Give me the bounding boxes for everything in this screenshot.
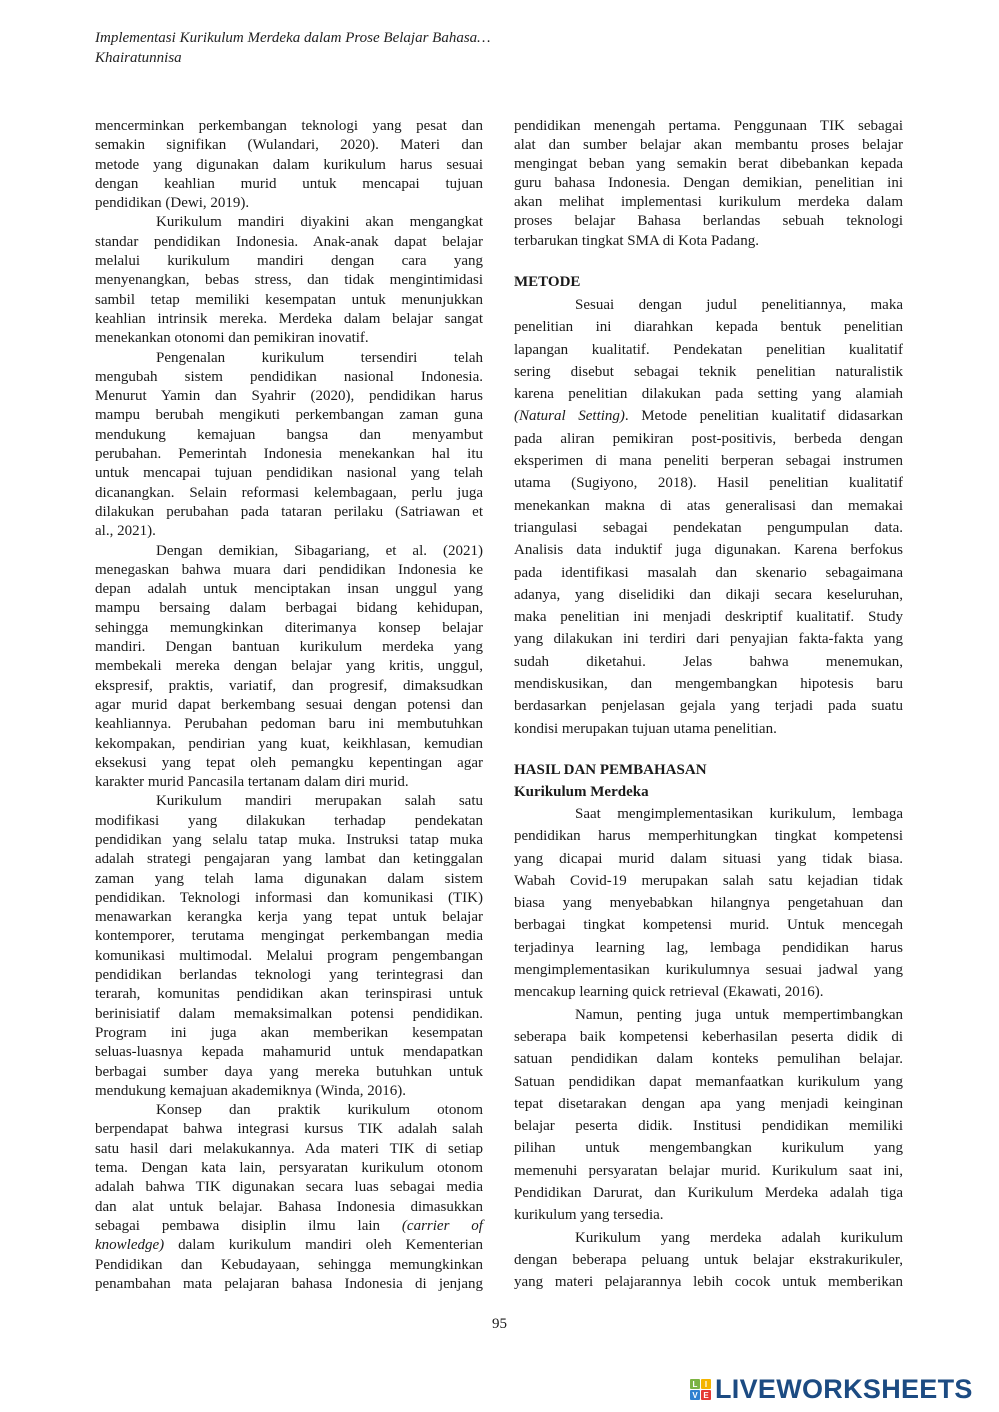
text-line: zaman yang telah lama digunakan dalam sistem	[95, 870, 483, 887]
left-column	[95, 117, 483, 1294]
text-line: mengubah sistem pendidikan nasional Indonesia.	[95, 368, 483, 385]
text-line: berbagai sumber daya yang mereka butuhkan untuk	[95, 1063, 483, 1080]
text-line: Dengan demikian, Sibagariang, et al. (2021)	[156, 542, 483, 559]
text-line: modifikasi yang dilakukan terhadap pendekatan	[95, 812, 483, 829]
subsection-heading-kurikulum-merdeka: Kurikulum Merdeka	[514, 783, 649, 800]
text-line: Kurikulum mandiri merupakan salah satu	[156, 793, 483, 810]
text-line: pendidikan yang selalu tatap muka. Instruksi tatap muka	[95, 831, 483, 848]
paragraph	[95, 542, 483, 793]
text-line: dengan beberapa peluang untuk belajar ekstrakurikuler,	[514, 1251, 903, 1268]
text-line: berdasarkan penjelasan gejala yang terjadi pada suatu	[514, 698, 903, 715]
text-line: mampu bersaing dalam berbagai bidang kehidupan,	[95, 600, 483, 617]
text-line: eksekusi yang tepat oleh pemangku kepentingan agar	[95, 754, 483, 771]
badge-letter: I	[701, 1379, 711, 1389]
text-line: mengingat beban yang semakin berat dibebankan kepada	[514, 156, 903, 173]
text-line: komunikasi multimodal. Melalui program pengembangan	[95, 947, 483, 964]
text-line: semakin signifikan (Wulandari, 2020). Materi dan	[95, 137, 483, 154]
text-line: dicanangkan. Selain reformasi kelembagaan, perlu juga	[95, 484, 483, 501]
badge-letter: L	[690, 1379, 700, 1389]
text-line: adalah bahwa TIK digunakan secara luas sebagai media	[95, 1179, 483, 1196]
text-line: akan melihat implementasi kurikulum merdeka dalam	[514, 194, 903, 211]
text-line: menegaskan bahwa muara dari pendidikan Indonesia ke	[95, 561, 483, 578]
badge-letter: E	[701, 1390, 711, 1400]
text-line	[514, 405, 903, 427]
page-number: 95	[492, 1316, 507, 1332]
text-line: sambil tetap memiliki kesempatan untuk menunjukkan	[95, 291, 483, 308]
text-segment: sebagai pembawa disiplin ilmu lain	[95, 1217, 402, 1234]
text-line: karakter murid Pancasila tertanam dalam diri murid.	[95, 774, 409, 791]
text-line: triangulasi sebagai pendekatan pengumpulan data.	[514, 519, 903, 536]
logo-text: LIVEWORKSHEETS	[715, 1374, 973, 1404]
running-header-title: Implementasi Kurikulum Merdeka dalam Prose Belajar Bahasa…	[95, 30, 491, 46]
text-line: keahliannya. Perubahan pedoman baru ini membutuhkan	[95, 716, 483, 733]
text-line: standar pendidikan Indonesia. Anak-anak dapat belajar	[95, 233, 483, 250]
text-line: pilihan untuk mengembangkan kurikulum yang	[514, 1140, 903, 1157]
text-line: berinisiatif dalam memaksimalkan potensi pendidikan.	[95, 1005, 483, 1022]
text-line: menekankan makna di atas generalisasi dan memakai	[514, 497, 903, 514]
text-line	[95, 1217, 483, 1236]
text-line: untuk mencapai tujuan pendidikan nasional yang telah	[95, 465, 483, 482]
hasil-section	[514, 803, 903, 1294]
text-line: pada aliran pemikiran post-positivis, berbeda dengan	[514, 430, 903, 447]
text-line: adanya, yang diselidiki dan dikaji secara keseluruhan,	[514, 586, 903, 603]
text-line: kurikulum yang tersedia.	[514, 1207, 664, 1224]
section-heading-metode: METODE	[514, 274, 581, 290]
running-header	[95, 28, 491, 68]
text-line: berpendapat bahwa integrasi kursus TIK adalah salah	[95, 1121, 483, 1138]
text-line: biasa yang menyebabkan hilangnya pengetahuan dan	[514, 895, 903, 912]
text-line: tepat disetarakan dengan apa yang menjadi keinginan	[514, 1095, 903, 1112]
paragraph	[514, 803, 903, 1004]
text-line: mencerminkan perkembangan teknologi yang pesat dan	[95, 118, 483, 134]
text-line: belajar peserta didik. Institusi pendidikan memiliki	[514, 1118, 903, 1135]
text-line: kontemporer, terutama mengingat perkembangan media	[95, 928, 483, 945]
text-line: Pendidikan Darurat, dan Kurikulum Merdeka adalah tiga	[514, 1185, 903, 1202]
text-line: seluas-luasnya kepada mahamurid untuk mendapatkan	[95, 1044, 483, 1061]
text-line: Sesuai dengan judul penelitiannya, maka	[575, 297, 903, 313]
text-line: ekspresif, praktis, variatif, dan progresif, dimaksudkan	[95, 677, 483, 694]
text-line: memenuhi persyaratan belajar murid. Kurikulum saat ini,	[514, 1162, 903, 1179]
text-line: dengan keahlian murid untuk mencapai tujuan	[95, 175, 483, 192]
text-line: satuan pendidikan dalam konteks pemulihan belajar.	[514, 1051, 903, 1068]
text-line: Kurikulum yang merdeka adalah kurikulum	[575, 1229, 903, 1246]
text-line: perubahan. Pemerintah Indonesia menekankan hal itu	[95, 446, 483, 463]
text-line: proses belajar Bahasa berlandas sebuah teknologi	[514, 213, 903, 230]
text-line: Wabah Covid-19 merupakan salah satu kejadian tidak	[514, 872, 903, 889]
text-line: Analisis data induktif juga digunakan. Karena berfokus	[514, 542, 903, 559]
text-line: lapangan kualitatif. Pendekatan penelitian kualitatif	[514, 341, 903, 358]
text-line: Saat mengimplementasikan kurikulum, lembaga	[575, 806, 903, 822]
text-line: al., 2021).	[95, 523, 156, 540]
text-line: dan alat untuk belajar. Bahasa Indonesia dimasukkan	[95, 1198, 483, 1215]
text-segment: . Metode penelitian kualitatif didasarkan	[624, 408, 904, 425]
text-line: sering disebut sebagai teknik penelitian naturalistik	[514, 363, 903, 380]
text-line: melalui kurikulum mandiri dengan cara yang	[95, 253, 483, 270]
text-line: guru bahasa Indonesia. Dengan demikian, penelitian ini	[514, 175, 903, 192]
text-line: satu hasil dari melakukannya. Ada materi TIK di setiap	[95, 1140, 483, 1157]
text-line: terbarukan tingkat SMA di Kota Padang.	[514, 232, 759, 249]
text-line: Konsep dan praktik kurikulum otonom	[156, 1102, 483, 1119]
text-line: seberapa baik kompetensi keberhasilan peserta didik di	[514, 1028, 903, 1045]
text-line: mendukung kemajuan akademiknya (Winda, 2016).	[95, 1082, 406, 1099]
text-line: dilakukan perubahan pada tataran perilaku (Satriawan et	[95, 503, 483, 520]
badge-letter: V	[690, 1390, 700, 1400]
metode-section	[514, 294, 903, 740]
paragraph	[514, 1004, 903, 1227]
liveworksheets-logo	[690, 1374, 973, 1405]
text-line: Kurikulum mandiri diyakini akan mengangkat	[156, 214, 483, 231]
text-line: agar murid dapat berkembang sesuai dengan potensi dan	[95, 696, 483, 713]
text-line: pendidikan berlandas teknologi yang terintegrasi dan	[95, 967, 483, 984]
text-line: mengimplementasikan kurikulumnya sesuai jadwal yang	[514, 962, 903, 979]
text-line: utama (Sugiyono, 2018). Hasil penelitian kualitatif	[514, 475, 903, 492]
text-line: membekali mereka dengan belajar yang kritis, unggul,	[95, 658, 483, 675]
paragraph	[95, 117, 483, 213]
section-heading-hasil: HASIL DAN PEMBAHASAN	[514, 762, 707, 778]
paragraph	[95, 213, 483, 348]
text-line: adalah strategi pengajaran yang lambat dan ketinggalan	[95, 851, 483, 868]
text-line: yang dicapai murid dalam situasi yang tidak biasa.	[514, 850, 903, 867]
text-line: terjadinya learning lag, lembaga pendidikan harus	[514, 939, 903, 956]
text-line: tema. Dengan kata lain, persyaratan kurikulum otonom	[95, 1160, 483, 1177]
text-line	[95, 1236, 483, 1255]
text-line: mendiskusikan, dan mengembangkan hipotesis baru	[514, 676, 903, 693]
text-line: menawarkan kerangka kerja yang tepat untuk belajar	[95, 909, 483, 926]
text-line: kondisi merupakan tujuan utama penelitian.	[514, 720, 777, 737]
text-line: pendidikan. Teknologi informasi dan komunikasi (TIK)	[95, 889, 483, 906]
text-segment: dalam kurikulum mandiri oleh Kementerian	[164, 1237, 483, 1254]
text-line: Menurut Yamin dan Syahrir (2020), pendidikan harus	[95, 388, 483, 405]
text-line: Pengenalan kurikulum tersendiri telah	[156, 349, 483, 366]
italic-text: (carrier of	[401, 1217, 483, 1234]
text-line: menyenangkan, bebas stress, dan tidak mengintimidasi	[95, 272, 483, 289]
text-line: Satuan pendidikan dapat memanfaatkan kurikulum yang	[514, 1073, 903, 1090]
text-line: Program ini juga akan memberikan kesempatan	[95, 1024, 483, 1041]
text-line: yang materi pelajarannya lebih cocok untuk memberikan	[514, 1274, 903, 1291]
hasil-headings	[514, 760, 903, 803]
text-line: eksperimen di mana peneliti berperan sebagai instrumen	[514, 453, 903, 470]
paragraph	[95, 1101, 483, 1294]
text-line: depan adalah untuk menciptakan insan unggul yang	[95, 581, 483, 598]
paragraph	[95, 792, 483, 1101]
right-column-intro	[514, 117, 903, 251]
live-badge-icon	[690, 1379, 711, 1400]
text-line: keahlian intrinsik mereka. Merdeka dalam belajar sangat	[95, 310, 483, 327]
text-line: pendidikan menengah pertama. Penggunaan TIK sebagai	[514, 118, 903, 134]
text-line: pendidikan (Dewi, 2019).	[95, 195, 250, 212]
text-line: pada identifikasi masalah dan skenario sebagaimana	[514, 564, 903, 581]
paragraph	[514, 117, 903, 251]
text-line: pendidikan harus memperhitungkan tingkat kompetensi	[514, 828, 903, 845]
text-line: Pendidikan dan Kebudayaan, sehingga memungkinkan	[95, 1256, 483, 1273]
text-line: terarah, komunitas pendidikan akan terinspirasi untuk	[95, 986, 483, 1003]
text-line: penelitian ini diarahkan kepada bentuk penelitian	[514, 319, 903, 336]
text-line: maka penelitian ini menjadi deskriptif kualitatif. Study	[514, 609, 903, 626]
text-line: berbagai tingkat kompetensi murid. Untuk mencegah	[514, 917, 903, 934]
text-line: penambahan mata pelajaran bahasa Indonesia di jenjang	[95, 1275, 483, 1292]
text-line: Namun, penting juga untuk mempertimbangkan	[575, 1006, 903, 1023]
text-line: karena penelitian dilakukan pada setting yang alamiah	[514, 386, 903, 403]
paragraph	[514, 294, 903, 740]
italic-text: knowledge)	[95, 1237, 165, 1254]
text-line: mendukung kemajuan bangsa dan menyambut	[95, 426, 483, 443]
text-line: sehingga memungkinkan diterimanya konsep belajar	[95, 619, 483, 636]
text-line: menekankan otonomi dan pemikiran inovatif.	[95, 330, 369, 347]
text-line: mampu berubah mengikuti perkembangan zaman guna	[95, 407, 483, 424]
paragraph	[95, 349, 483, 542]
text-line: kekompakan, pendirian yang kuat, keikhlasan, kemudian	[95, 735, 483, 752]
text-line: metode yang digunakan dalam kurikulum harus sesuai	[95, 156, 483, 173]
text-line: mencakup learning quick retrieval (Ekawati, 2016).	[514, 984, 824, 1001]
text-line: mandiri. Dengan bantuan kurikulum merdeka yang	[95, 639, 483, 656]
paragraph	[514, 1227, 903, 1294]
text-line: yang dilakukan ini terdiri dari penyajian fakta-fakta yang	[514, 631, 903, 648]
running-header-author: Khairatunnisa	[95, 50, 182, 66]
italic-text: (Natural Setting)	[514, 408, 625, 425]
text-line: alat dan sumber belajar akan membantu proses belajar	[514, 137, 903, 154]
text-line: sudah diketahui. Jelas bahwa menemukan,	[514, 653, 903, 670]
